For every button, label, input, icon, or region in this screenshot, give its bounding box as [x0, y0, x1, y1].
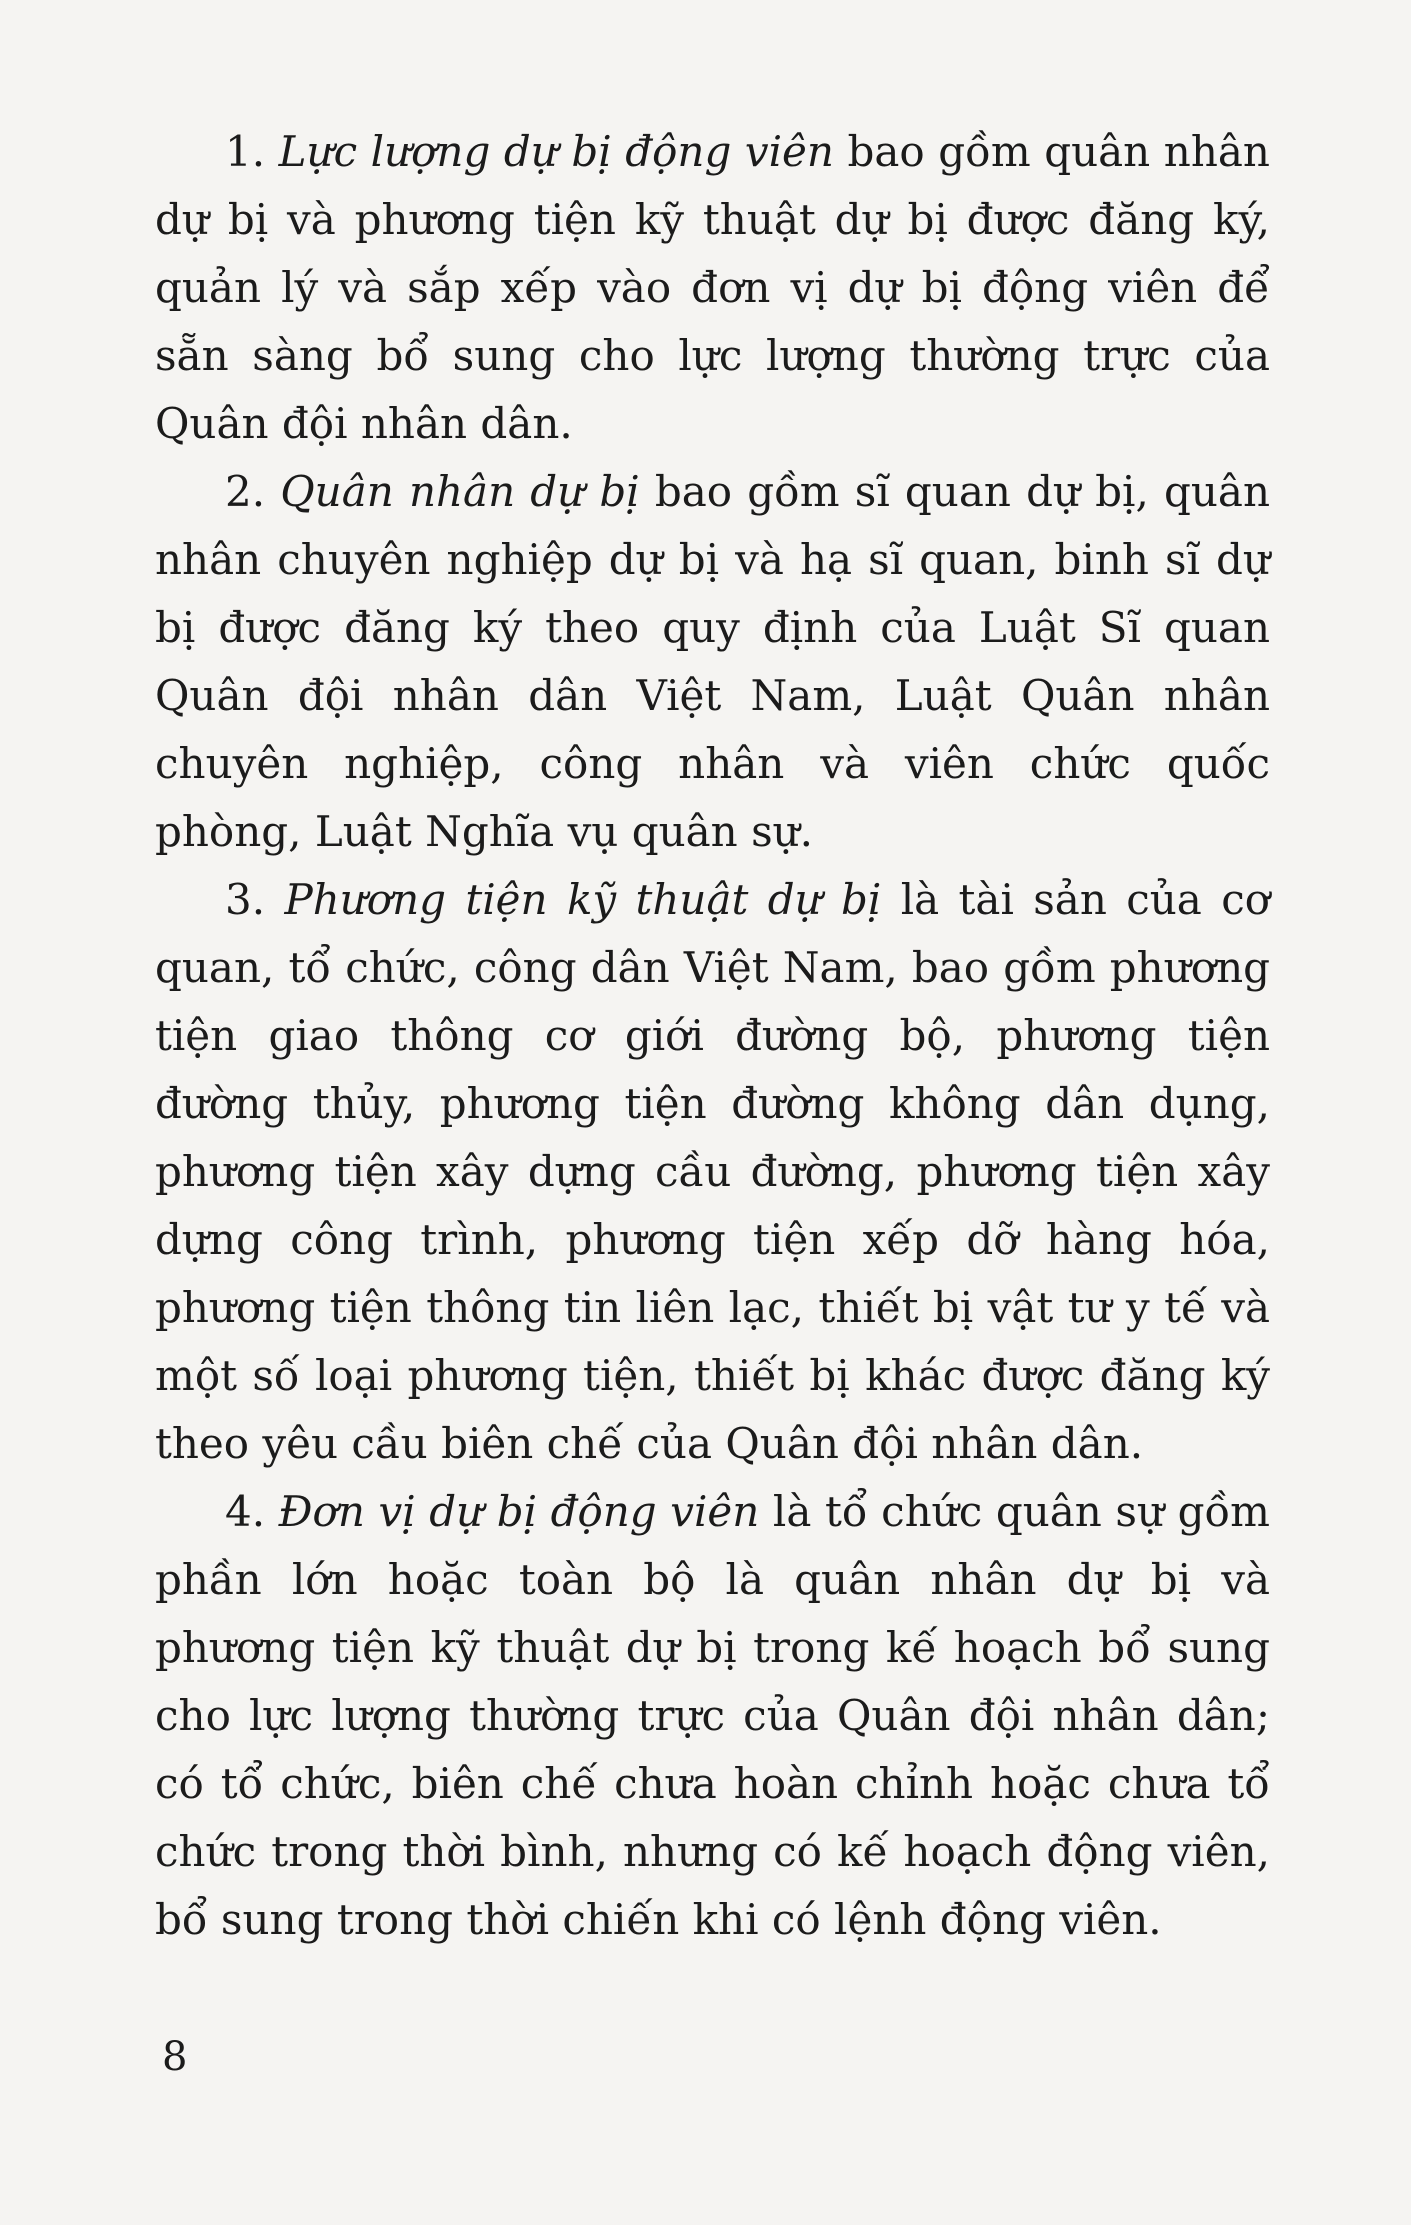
- document-body: [155, 118, 1270, 1954]
- paragraph-number: 3.: [225, 875, 285, 924]
- definition-text: bao gồm sĩ quan dự bị, quân nhân chuyên nghiệp dự bị và hạ sĩ quan, binh sĩ dự bị được đăng ký theo quy định của Luật Sĩ quan Quân đội nhân dân Việt Nam, Luật Quân nhân chuyên nghiệp, công nhân và viên chức quốc phòng, Luật Nghĩa vụ quân sự.: [155, 467, 1270, 856]
- definition-text: là tổ chức quân sự gồm phần lớn hoặc toàn bộ là quân nhân dự bị và phương tiện kỹ thuật dự bị trong kế hoạch bổ sung cho lực lượng thường trực của Quân đội nhân dân; có tổ chức, biên chế chưa hoàn chỉnh hoặc chưa tổ chức trong thời bình, nhưng có kế hoạch động viên, bổ sung trong thời chiến khi có lệnh động viên.: [155, 1487, 1270, 1944]
- definition-text: là tài sản của cơ quan, tổ chức, công dân Việt Nam, bao gồm phương tiện giao thông cơ giới đường bộ, phương tiện đường thủy, phương tiện đường không dân dụng, phương tiện xây dựng cầu đường, phương tiện xây dựng công trình, phương tiện xếp dỡ hàng hóa, phương tiện thông tin liên lạc, thiết bị vật tư y tế và một số loại phương tiện, thiết bị khác được đăng ký theo yêu cầu biên chế của Quân đội nhân dân.: [155, 875, 1270, 1468]
- paragraph-number: 1.: [225, 127, 279, 176]
- definition-paragraph-4: [155, 1478, 1270, 1954]
- defined-term: Phương tiện kỹ thuật dự bị: [284, 875, 882, 924]
- paragraph-number: 2.: [225, 467, 281, 516]
- defined-term: Quân nhân dự bị: [280, 467, 640, 516]
- definition-text: bao gồm quân nhân dự bị và phương tiện kỹ thuật dự bị được đăng ký, quản lý và sắp xếp vào đơn vị dự bị động viên để sẵn sàng bổ sung cho lực lượng thường trực của Quân đội nhân dân.: [155, 127, 1270, 448]
- paragraph-number: 4.: [225, 1487, 279, 1536]
- defined-term: Đơn vị dự bị động viên: [278, 1487, 760, 1536]
- page-number: 8: [162, 2034, 188, 2080]
- definition-paragraph-2: [155, 458, 1270, 866]
- defined-term: Lực lượng dự bị động viên: [278, 127, 834, 176]
- definition-paragraph-1: [155, 118, 1270, 458]
- definition-paragraph-3: [155, 866, 1270, 1478]
